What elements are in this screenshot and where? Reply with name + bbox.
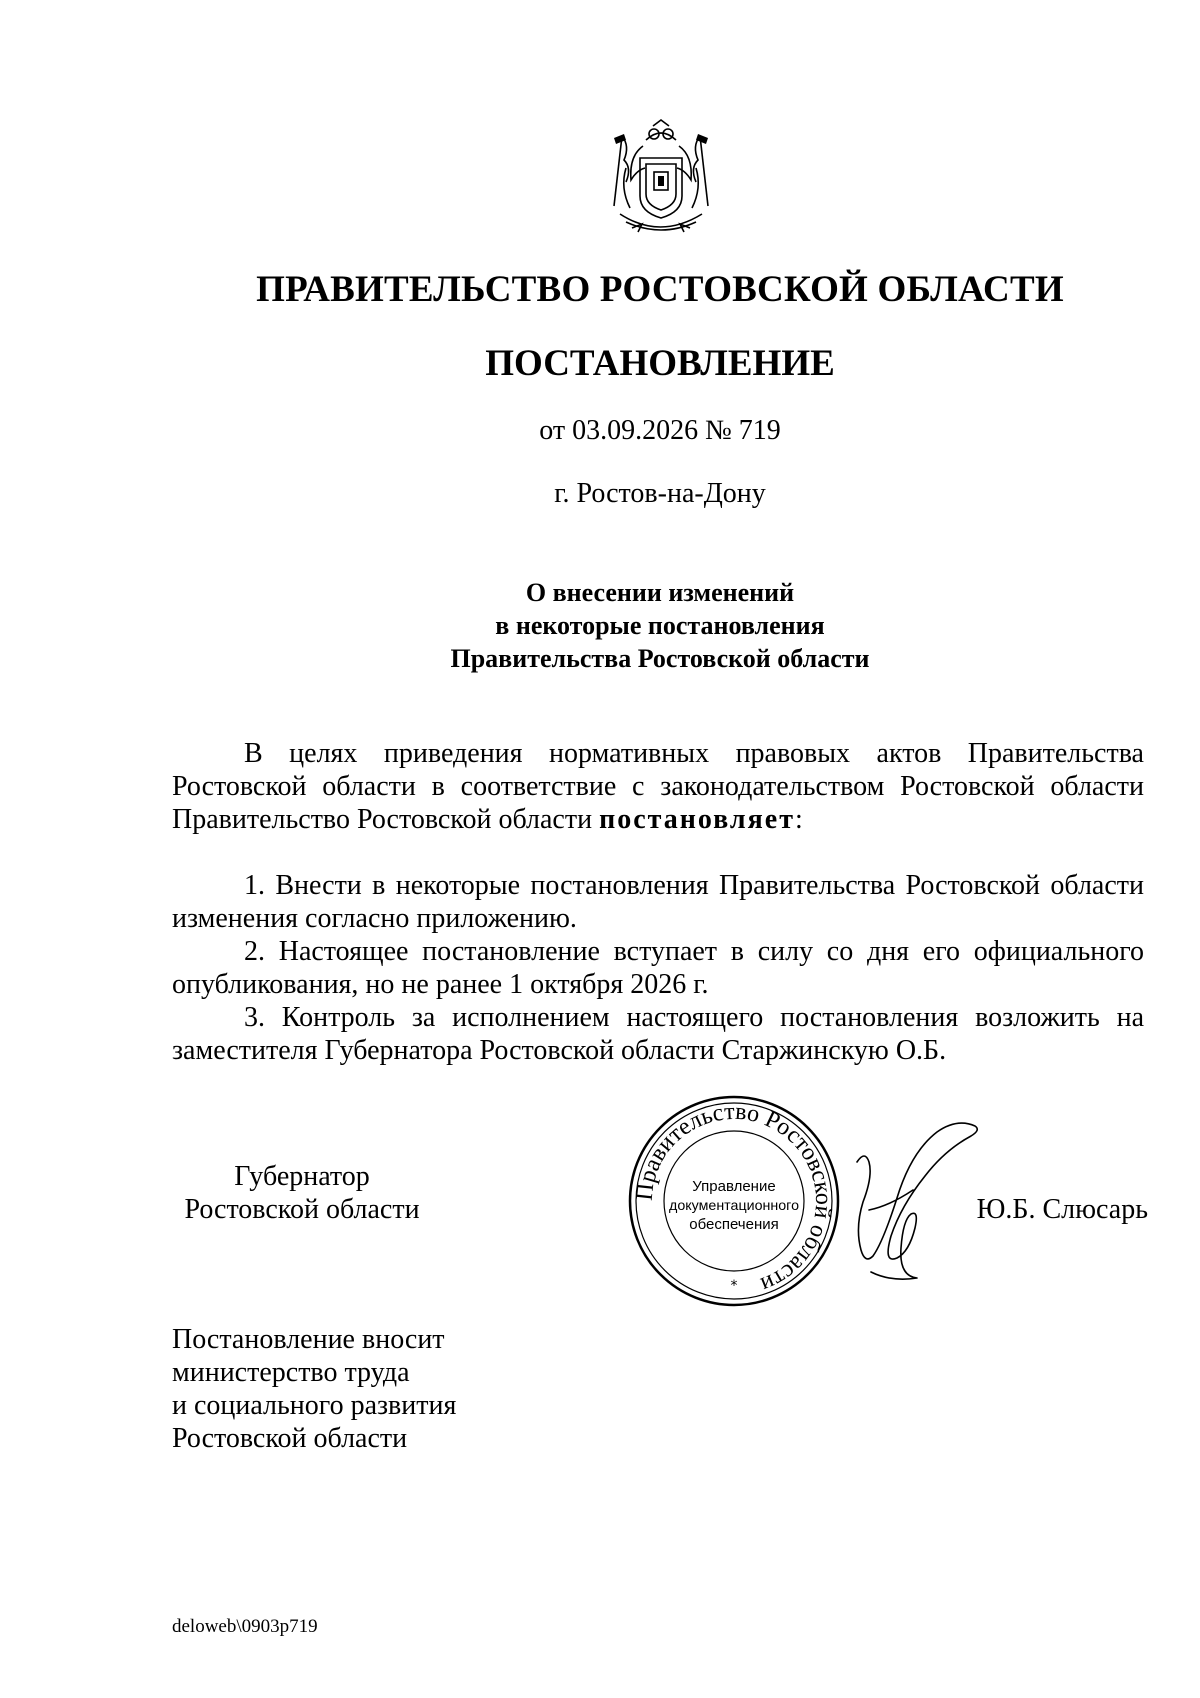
resolution-items bbox=[172, 869, 1144, 1067]
stamp-star-icon: * bbox=[730, 1278, 738, 1294]
coat-of-arms-emblem bbox=[596, 118, 726, 238]
preamble bbox=[172, 737, 1144, 836]
signer-title-line-1: Губернатор bbox=[234, 1161, 370, 1192]
date-number: от 03.09.2026 № 719 bbox=[539, 415, 781, 446]
item-3: 3. Контроль за исполнением настоящего постановления возложить на заместителя Губернатора Ростовской области Старжинскую О.Б. bbox=[172, 1002, 1144, 1066]
subject-line-3: Правительства Ростовской области bbox=[450, 644, 870, 673]
submitter-line-1: Постановление вносит bbox=[172, 1324, 445, 1355]
document-type-title: ПОСТАНОВЛЕНИЕ bbox=[485, 343, 835, 384]
submitter-note bbox=[172, 1323, 456, 1455]
signer-title-line-2: Ростовской области bbox=[184, 1194, 420, 1225]
preamble-emphasis: постановляет bbox=[599, 804, 795, 835]
submitter-line-2: министерство труда bbox=[172, 1357, 410, 1388]
submitter-line-3: и социального развития bbox=[172, 1390, 457, 1421]
stamp-center-line-2: документационного bbox=[669, 1197, 800, 1213]
signer-name: Ю.Б. Слюсарь bbox=[976, 1194, 1148, 1225]
document-subject bbox=[0, 576, 1200, 675]
subject-line-1: О внесении изменений bbox=[525, 578, 795, 607]
file-code: deloweb\0903p719 bbox=[172, 1616, 318, 1637]
preamble-text: В целях приведения нормативных правовых актов Правительства Ростовской области в соответствие с законодательством Ростовской области Правительство Ростовской области bbox=[172, 738, 1144, 835]
organization-title: ПРАВИТЕЛЬСТВО РОСТОВСКОЙ ОБЛАСТИ bbox=[256, 269, 1064, 310]
signer-title bbox=[172, 1160, 432, 1226]
official-stamp bbox=[627, 1094, 841, 1308]
submitter-line-4: Ростовской области bbox=[172, 1423, 408, 1454]
city: г. Ростов-на-Дону bbox=[554, 478, 766, 509]
item-1: 1. Внести в некоторые постановления Правительства Ростовской области изменения согласно приложению. bbox=[172, 870, 1144, 934]
subject-line-2: в некоторые постановления bbox=[495, 611, 825, 640]
stamp-center-line-3: обеспечения bbox=[689, 1216, 779, 1233]
stamp-ring-text: Правительство Ростовской области bbox=[631, 1098, 837, 1298]
stamp-center-line-1: Управление bbox=[692, 1178, 776, 1195]
item-2: 2. Настоящее постановление вступает в силу со дня его официального опубликования, но не ранее 1 октября 2026 г. bbox=[172, 936, 1144, 1000]
preamble-suffix: : bbox=[794, 804, 803, 835]
